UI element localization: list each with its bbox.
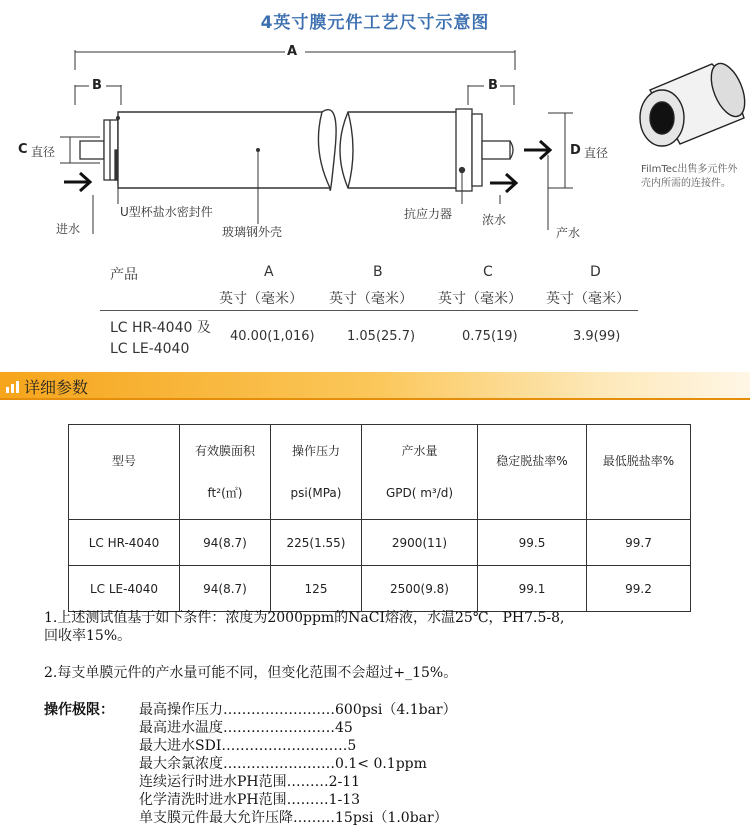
dimension-table-header-b: B bbox=[373, 264, 383, 280]
limit-item: 单支膜元件最大允许压降………15psi（1.0bar） bbox=[139, 810, 448, 826]
anti-tel-label: 抗应力器 bbox=[404, 207, 453, 221]
dimension-table-product-line-2: LC LE-4040 bbox=[110, 341, 190, 357]
table-cell: 2900(11) bbox=[362, 520, 478, 566]
note-1-line-1: 1.上述测试值基于如下条件：浓度为2000ppm的NaCI熔液，水温25℃，PH7.5-8, bbox=[44, 610, 565, 626]
table-cell: LC HR-4040 bbox=[69, 520, 180, 566]
note-2: 2.每支单膜元件的产水量可能不同，但变化范围不会超过+_15%。 bbox=[44, 665, 458, 681]
dimension-table-unit-d: 英寸（毫米） bbox=[546, 291, 630, 307]
parameter-table bbox=[68, 424, 691, 612]
table-row bbox=[69, 520, 691, 566]
u-seal-label: U型杯盐水密封件 bbox=[120, 205, 213, 219]
dimension-table-value-a: 40.00(1,016) bbox=[230, 329, 315, 344]
note-1-line-2: 回收率15%。 bbox=[44, 628, 132, 644]
coupler-image bbox=[640, 59, 750, 146]
table-cell: 94(8.7) bbox=[180, 566, 271, 612]
limit-item: 最高进水温度……………………45 bbox=[139, 720, 353, 736]
dimension-d-caption: 直径 bbox=[584, 146, 609, 160]
right-end-cap bbox=[456, 109, 513, 191]
dimension-table-unit-a: 英寸（毫米） bbox=[219, 291, 303, 307]
parameter-table-header: 操作压力 psi(MPa) bbox=[271, 425, 362, 520]
seal-marker-dot bbox=[116, 116, 120, 120]
table-cell: 125 bbox=[271, 566, 362, 612]
table-cell: 99.2 bbox=[587, 566, 691, 612]
dimension-table-unit-b: 英寸（毫米） bbox=[329, 291, 413, 307]
shell-label: 玻璃钢外壳 bbox=[222, 225, 283, 239]
table-cell: LC LE-4040 bbox=[69, 566, 180, 612]
table-cell: 99.7 bbox=[587, 520, 691, 566]
parameter-table-header: 稳定脱盐率% bbox=[478, 425, 587, 520]
limit-item: 化学清洗时进水PH范围………1-13 bbox=[139, 792, 361, 808]
dimension-table-value-c: 0.75(19) bbox=[462, 329, 518, 344]
permeate-arrow-icon bbox=[524, 141, 550, 159]
section-header-title: 详细参数 bbox=[24, 378, 89, 397]
feed-label: 进水 bbox=[56, 222, 81, 236]
dimension-table-header-d: D bbox=[590, 264, 601, 280]
section-header-icon bbox=[6, 381, 22, 393]
permeate-label: 产水 bbox=[556, 226, 581, 240]
dimension-c-caption: 直径 bbox=[31, 145, 56, 159]
limits-label: 操作极限： bbox=[44, 702, 114, 718]
filmtec-note-line-2: 壳内所需的连接件。 bbox=[641, 178, 731, 189]
dimension-c-label: C bbox=[18, 142, 28, 157]
dimension-table-value-b: 1.05(25.7) bbox=[347, 329, 416, 344]
dimension-table-value-d: 3.9(99) bbox=[573, 329, 621, 344]
parameter-table-header-row bbox=[69, 425, 691, 520]
limit-item: 最大余氯浓度……………………0.1< 0.1ppm bbox=[139, 756, 427, 772]
table-cell: 2500(9.8) bbox=[362, 566, 478, 612]
dimension-a-label: A bbox=[287, 44, 298, 59]
dimension-table-header-a: A bbox=[264, 264, 274, 280]
parameter-table-header: 产水量 GPD( m³/d) bbox=[362, 425, 478, 520]
parameter-table-header: 有效膜面积 ft²(㎡) bbox=[180, 425, 271, 520]
dimension-b-left-label: B bbox=[92, 78, 102, 93]
parameter-table-header: 型号 bbox=[69, 425, 180, 520]
limit-item: 最大进水SDI………………………5 bbox=[139, 738, 357, 754]
concentrate-arrow-icon bbox=[490, 174, 516, 192]
parameter-table-header: 最低脱盐率% bbox=[587, 425, 691, 520]
feed-arrow-icon bbox=[64, 173, 90, 191]
dimension-table-unit-c: 英寸（毫米） bbox=[438, 291, 522, 307]
dimension-b-right-label: B bbox=[488, 78, 498, 93]
filmtec-note-line-1: FilmTec出售多元件外 bbox=[641, 164, 738, 175]
dimension-table-product-label: 产品 bbox=[110, 267, 138, 283]
table-cell: 225(1.55) bbox=[271, 520, 362, 566]
limit-item: 连续运行时进水PH范围………2-11 bbox=[139, 774, 361, 790]
dimension-table-header-c: C bbox=[483, 264, 493, 280]
diagram-title: 4英寸膜元件工艺尺寸示意图 bbox=[260, 13, 490, 33]
table-row bbox=[69, 566, 691, 612]
limit-item: 最高操作压力……………………600psi（4.1bar） bbox=[139, 702, 457, 718]
membrane-shell bbox=[118, 110, 462, 191]
dimension-table-divider bbox=[100, 310, 638, 311]
concentrate-label: 浓水 bbox=[482, 213, 507, 227]
dimension-d-label: D bbox=[570, 143, 581, 158]
table-cell: 94(8.7) bbox=[180, 520, 271, 566]
table-cell: 99.5 bbox=[478, 520, 587, 566]
section-header-bar bbox=[0, 372, 750, 400]
dimension-table-product-line-1: LC HR-4040 及 bbox=[110, 320, 211, 336]
table-cell: 99.1 bbox=[478, 566, 587, 612]
membrane-diagram bbox=[0, 0, 750, 250]
